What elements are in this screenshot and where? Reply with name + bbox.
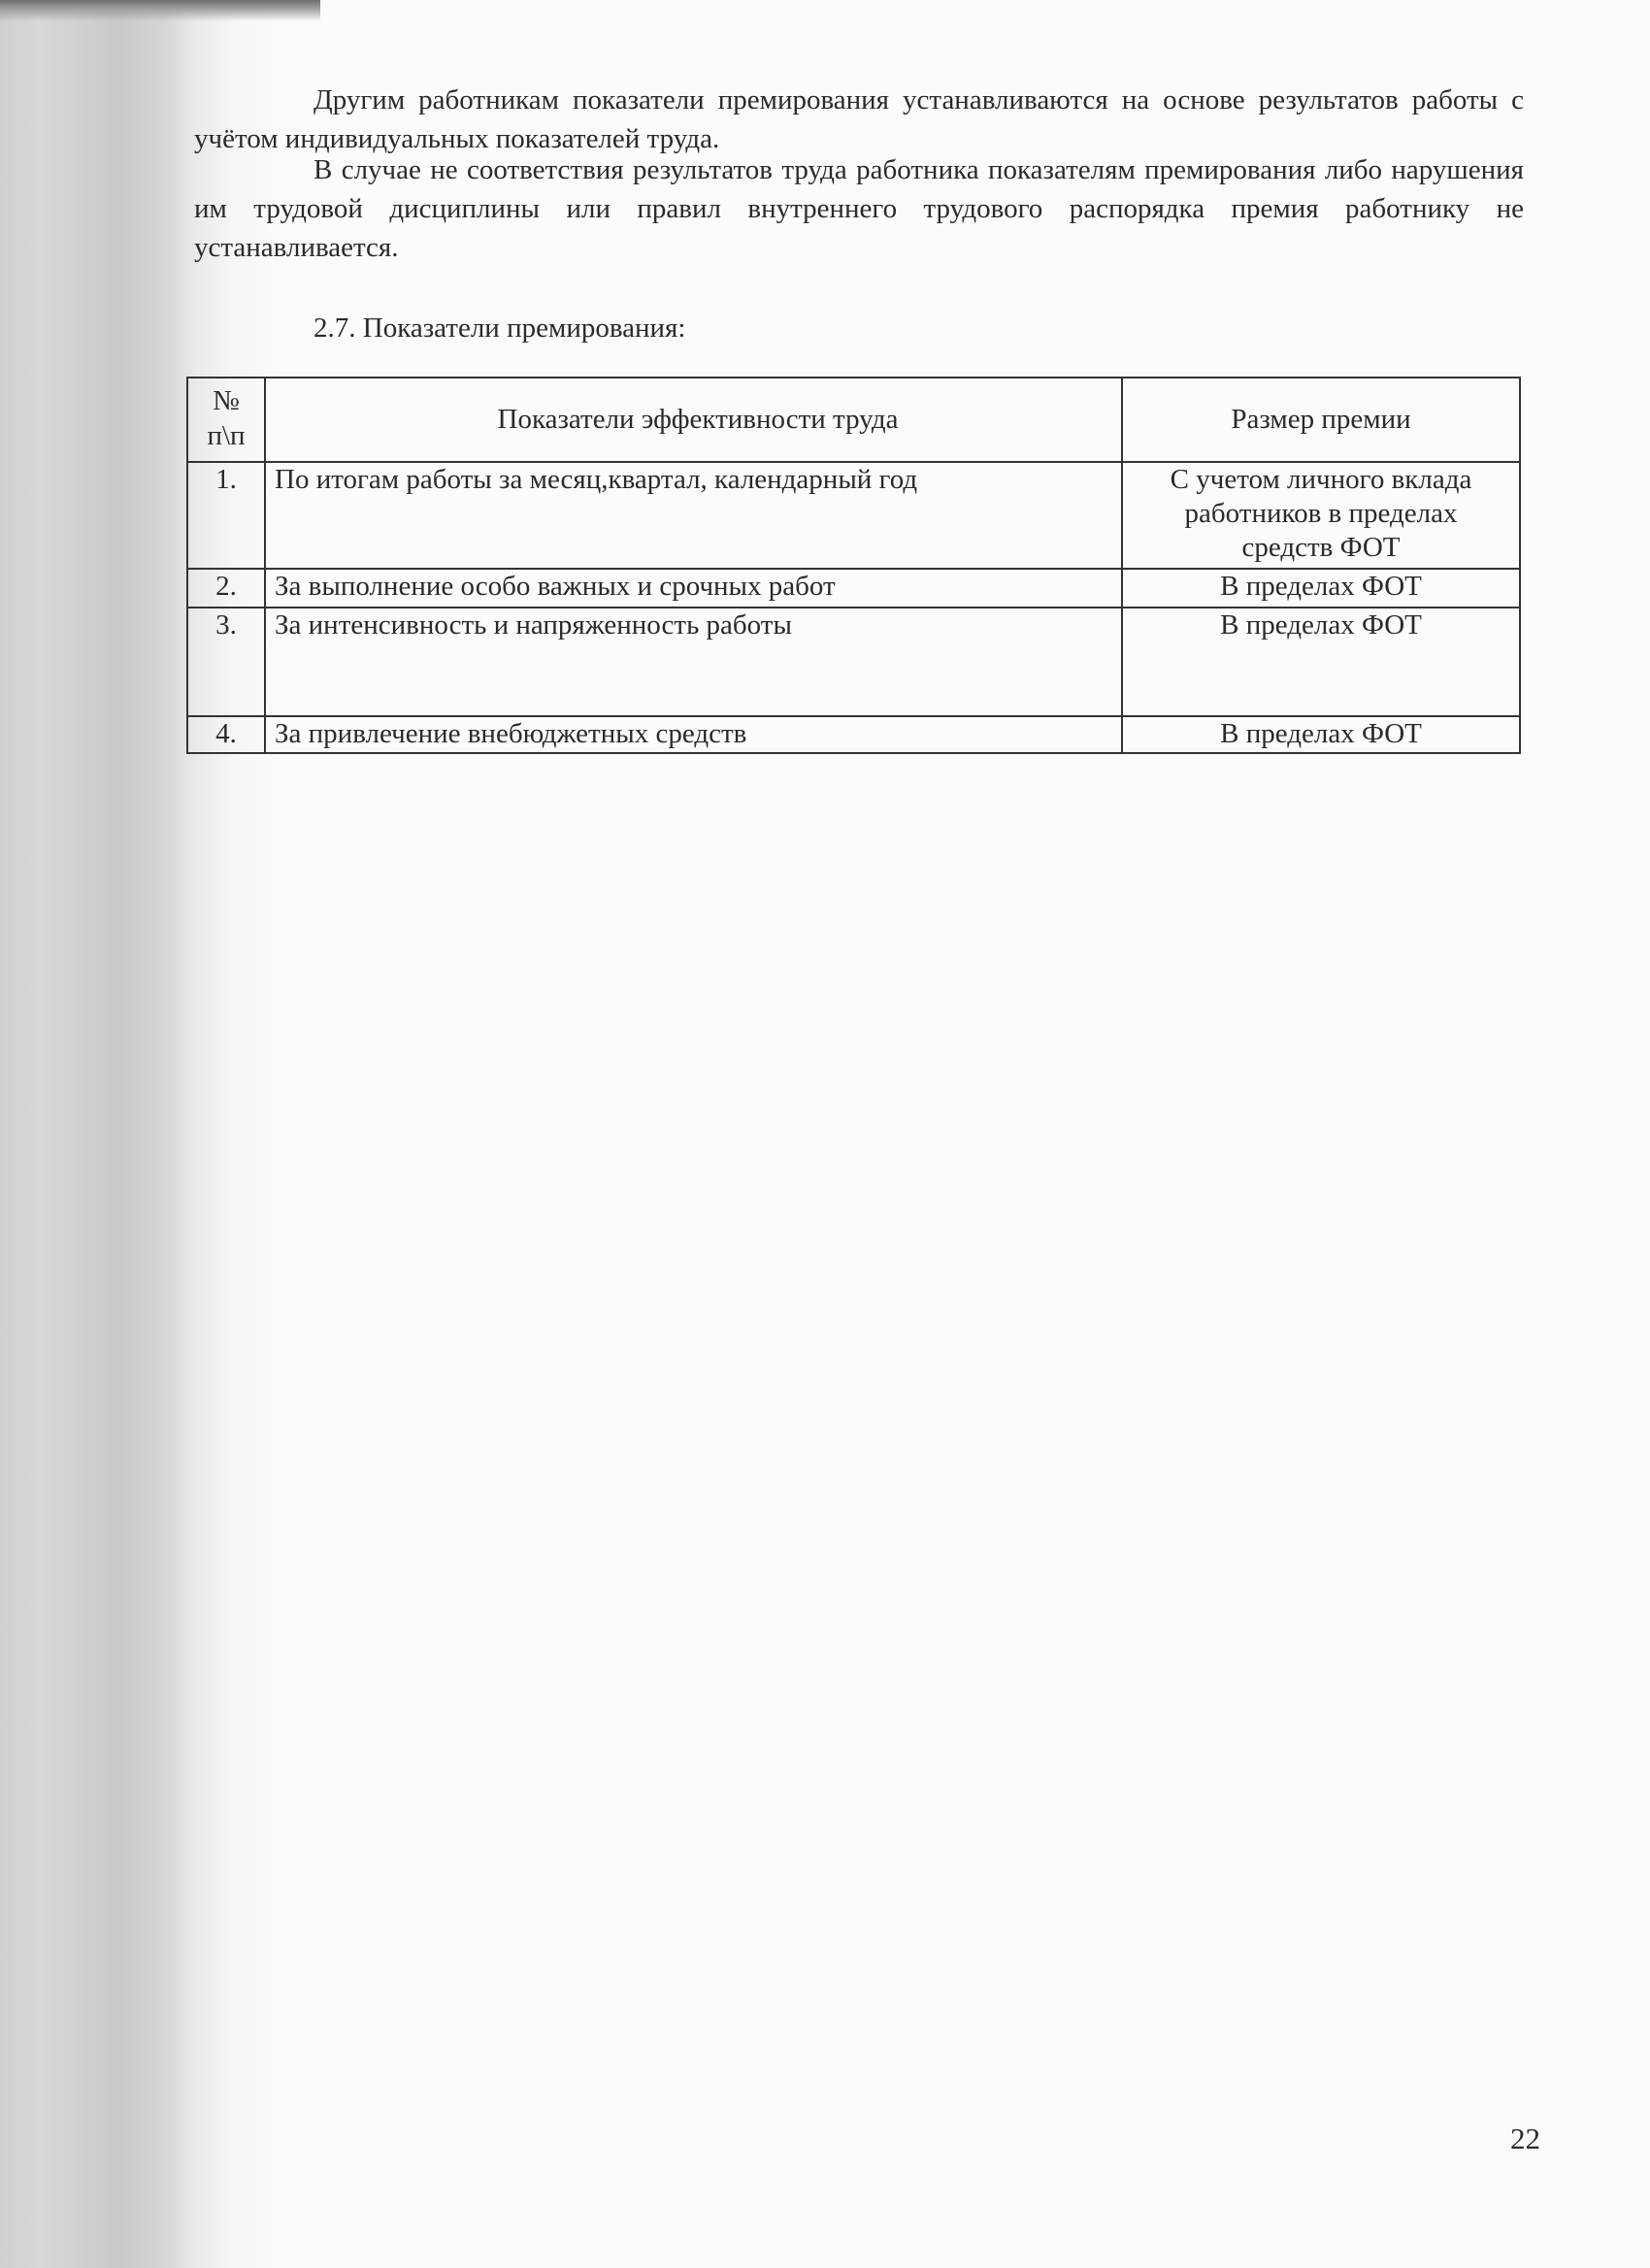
header-bonus-size: Размер премии bbox=[1122, 378, 1520, 462]
row-bonus-size-line3: средств ФОТ bbox=[1241, 532, 1401, 563]
bonus-indicators-table bbox=[186, 377, 1521, 754]
section-heading: 2.7. Показатели премирования: bbox=[314, 312, 686, 344]
table-row bbox=[187, 462, 1520, 569]
table-header-row bbox=[187, 378, 1520, 462]
paragraph-non-compliance: В случае не соответствия результатов труда работника показателям премирования либо нарушения им трудовой дисциплины или правил внутреннего трудового распорядка премия работнику не устанавливается. bbox=[194, 154, 1524, 263]
table-row bbox=[187, 716, 1520, 753]
row-bonus-size: В пределах ФОТ bbox=[1122, 569, 1520, 608]
header-number-line2: п\п bbox=[207, 420, 246, 451]
row-bonus-size-line2: работников в пределах bbox=[1184, 498, 1458, 529]
row-number: 3. bbox=[187, 608, 265, 716]
row-bonus-size: В пределах ФОТ bbox=[1122, 716, 1520, 753]
row-number: 1. bbox=[187, 462, 265, 569]
row-bonus-size: В пределах ФОТ bbox=[1122, 608, 1520, 716]
row-number: 4. bbox=[187, 716, 265, 753]
row-number: 2. bbox=[187, 569, 265, 608]
page-number: 22 bbox=[1510, 2121, 1540, 2155]
header-indicator: Показатели эффективности труда bbox=[265, 378, 1122, 462]
row-indicator: За выполнение особо важных и срочных работ bbox=[265, 569, 1122, 608]
table-row bbox=[187, 569, 1520, 608]
row-indicator: За интенсивность и напряженность работы bbox=[265, 608, 1122, 716]
table-row bbox=[187, 608, 1520, 716]
table-header bbox=[187, 378, 1520, 462]
paragraph-other-workers: Другим работникам показатели премирования устанавливаются на основе результатов работы с учётом индивидуальных показателей труда. bbox=[194, 84, 1524, 154]
row-bonus-size-line1: С учетом личного вклада bbox=[1170, 464, 1472, 495]
header-number bbox=[187, 378, 265, 462]
row-indicator: За привлечение внебюджетных средств bbox=[265, 716, 1122, 753]
row-indicator: По итогам работы за месяц,квартал, календарный год bbox=[265, 462, 1122, 569]
row-bonus-size bbox=[1122, 462, 1520, 569]
header-number-line1: № bbox=[213, 385, 240, 416]
table-body bbox=[187, 462, 1520, 753]
